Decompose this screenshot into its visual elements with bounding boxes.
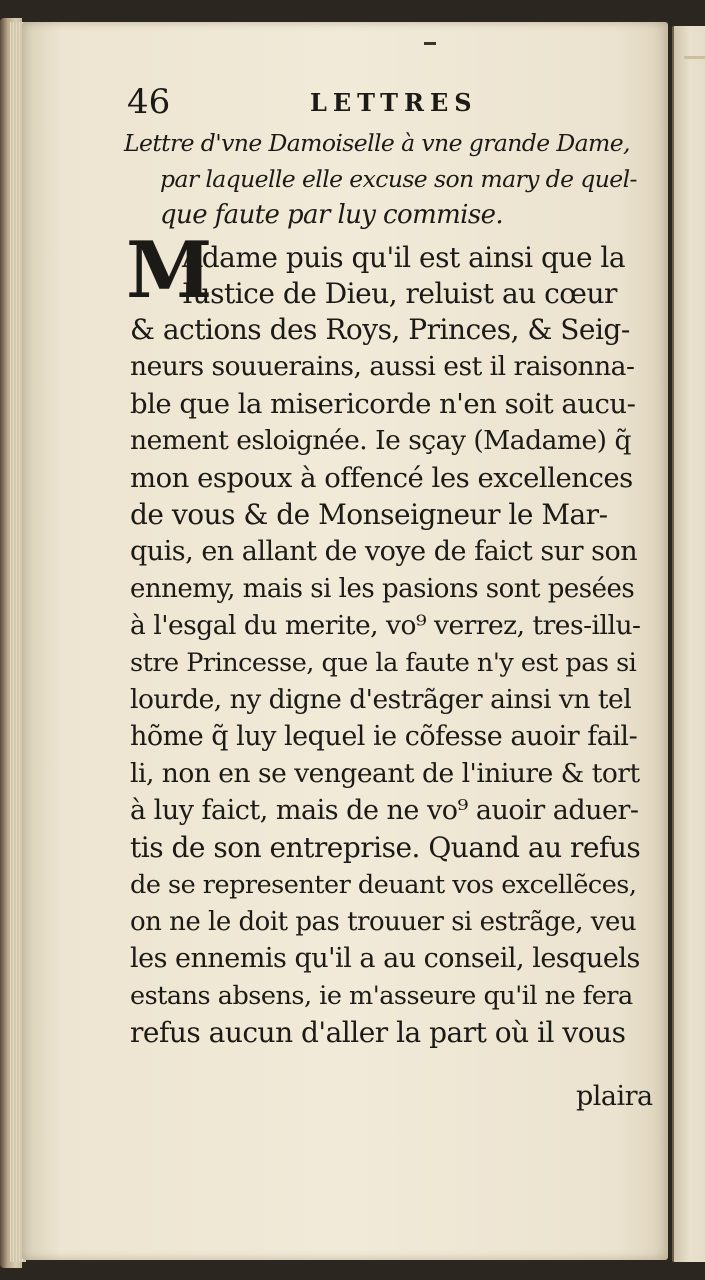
- letter-title-line: par laquelle elle excuse son mary de quel-: [160, 165, 637, 193]
- body-line: tis de son entreprise. Quand au refus: [130, 831, 641, 864]
- body-line: de se representer deuant vos excellẽces,: [130, 870, 637, 900]
- body-line: les ennemis qu'il a au conseil, lesquels: [130, 943, 640, 974]
- body-line: Adame puis qu'il est ainsi que la: [182, 241, 626, 274]
- body-line: à luy faict, mais de ne vo⁹ auoir aduer-: [130, 795, 639, 826]
- letter-title-line: Lettre d'vne Damoiselle à vne grande Dame,: [124, 129, 630, 157]
- body-line: ble que la misericorde n'en soit aucu-: [130, 388, 636, 420]
- body-line: neurs souuerains, aussi est il raisonna-: [130, 351, 635, 382]
- body-line: hõme q̃ luy lequel ie cõfesse auoir fail-: [130, 721, 638, 752]
- body-line: nement esloignée. Ie sçay (Madame) q̃: [130, 425, 631, 456]
- body-line: & actions des Roys, Princes, & Seig-: [130, 313, 630, 346]
- body-line: mon espoux à offencé les excellences: [130, 462, 633, 494]
- body-line: quis, en allant de voye de faict sur son: [130, 536, 638, 567]
- running-head: LETTRES: [310, 88, 478, 117]
- body-line: à l'esgal du merite, vo⁹ verrez, tres-illu-: [130, 610, 641, 641]
- catchword: plaira: [576, 1081, 653, 1112]
- printer-mark: [424, 42, 436, 45]
- body-line: refus aucun d'aller la part où il vous: [130, 1016, 626, 1049]
- body-line: stre Princesse, que la faute n'y est pas si: [130, 648, 637, 678]
- body-line: de vous & de Monseigneur le Mar-: [130, 498, 608, 531]
- letter-title-line: que faute par luy commise.: [160, 200, 504, 230]
- body-line: estans absens, ie m'asseure qu'il ne fera: [130, 981, 633, 1011]
- body-line: on ne le doit pas trouuer si estrãge, veu: [130, 907, 637, 937]
- body-line: Iustice de Dieu, reluist au cœur: [182, 277, 617, 310]
- page-number: 46: [127, 82, 171, 122]
- body-line: lourde, ny digne d'estrãger ainsi vn tel: [130, 684, 632, 715]
- body-line: ennemy, mais si les pasions sont pesées: [130, 574, 635, 604]
- body-line: li, non en se vengeant de l'iniure & tort: [130, 758, 640, 789]
- drop-cap: M: [126, 225, 213, 316]
